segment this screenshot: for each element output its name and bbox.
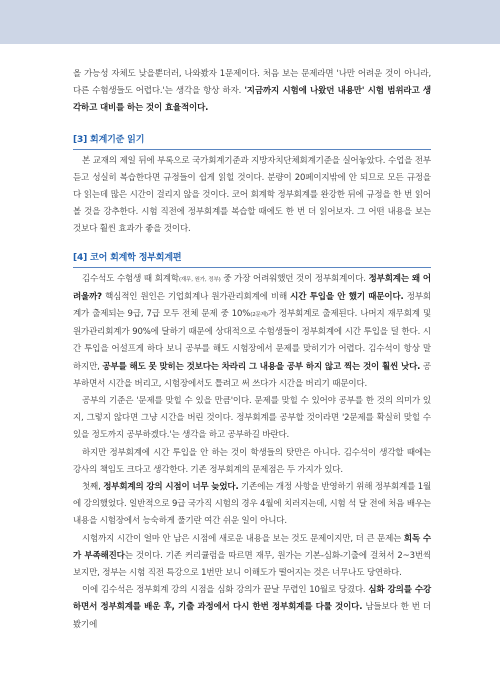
paragraph-new-schedule: 이에 김수석은 정부회계 강의 시점을 심화 강의가 끝날 무렵인 10월로 당겼다. 심화 강의를 수강하면서 정부회계를 배운 후, 기출 과정에서 다시 한번 정부회계를 다룰 것이다. 남들보다 한 번 더 봤기에 bbox=[73, 585, 432, 630]
paragraph-study-standard: 공부의 기준은 '문제를 맞힐 수 있을 만큼'이다. 문제를 맞힐 수 있어야 공부를 한 것의 의미가 있지, 그렇지 않다면 그냥 시간을 버린 것이다. 정부회계를 공부할 것이라면 '2문제를 확실히 맞힐 수 있을 정도까지 공부하겠다.'는 생각을 하고 공부하길 바란다. bbox=[73, 396, 431, 441]
page-body bbox=[73, 66, 431, 634]
paragraph-second-problem: 시험까지 시간이 얼마 안 남은 시점에 새로운 내용을 보는 것도 문제이지만, 더 큰 문제는 회독 수가 부족해진다는 것이다. 기존 커리큘럼을 따르면 재무, 원가는 기본-심화-기출에 걸쳐서 2~3번씩 보지만, 정부는 시험 직전 특강으로 1번만 보니 이해도가 떨어지는 것은 너무나도 당연하다. bbox=[73, 533, 431, 579]
section-heading-reading-standards: [3] 회계기준 읽기 bbox=[73, 133, 431, 150]
paragraph-first-problem: 첫째, 정부회계의 강의 시점이 너무 늦었다. 기존에는 개정 사항을 반영하기 위해 정부회계를 1월에 강의했었다. 일반적으로 9급 국가직 시험의 경우 4월에 치러지는데, 시험 석 달 전에 처음 배우는 내용을 시험장에서 능숙하게 풀기란 여간 쉬운 일이 아니다. bbox=[73, 482, 432, 527]
paragraph-instructor-blame: 하지만 정부회계에 시간 투입을 안 하는 것이 학생들의 탓만은 아니다. 김수석이 생각할 때에는 강사의 책임도 크다고 생각한다. 기존 정부회계의 문제점은 두 가지가 있다. bbox=[73, 447, 431, 475]
header-bar bbox=[0, 0, 500, 44]
paragraph-difficulty: 김수석도 수험생 때 회계학(재무, 원가, 정부) 중 가장 어려워했던 것이 정부회계이다. 정부회계는 왜 어려울까? 핵심적인 원인은 기업회계나 원가관리회계에 비해 시간 투입을 안 했기 때문이다. 정부회계가 출제되는 9급, 7급 모두 전체 문제 중 10%(2문제)가 정부회계로 출제된다. 나머지 재무회계 및 원가관리회계가 90%에 달하기 때문에 상대적으로 수험생들이 정부회계에 시간 투입을 덜 한다. 시간 투입을 어설프게 하다 보니 공부를 해도 시험장에서 문제를 맞히기가 어렵다. 김수석이 항상 말하지만, 공부를 해도 못 맞히는 것보다는 차라리 그 내용을 공부 하지 않고 찍는 것이 훨씬 낫다. 공부하면서 시간을 버리고, 시험장에서도 틀려고 써 쓰다가 시간을 버리기 때문이다. bbox=[73, 273, 432, 389]
paragraph-intro: 올 가능성 자체도 낮을뿐더러, 나와봤자 1문제이다. 처음 보는 문제라면 '나만 어려운 것이 아니라, 다른 수험생들도 어렵다.'는 생각을 항상 하자. '지금까지 시험에 나왔던 내용만' 시험 범위라고 생각하고 대비를 하는 것이 효율적이다. bbox=[73, 69, 431, 114]
paragraph-reading-standards: 본 교재의 제일 뒤에 부록으로 국가회계기준과 지방자치단체회계기준을 실어놓았다. 수업을 전부 듣고 성실히 복습한다면 규정들이 쉽게 읽힐 것이다. 분량이 20페이지밖에 안 되므로 모든 규정을 다 읽는데 많은 시간이 걸리지 않을 것이다. 코어 회계학 정부회계를 완강한 뒤에 규정을 한 번 읽어볼 것을 강추한다. 시험 직전에 정부회계를 복습할 때에도 한 번 더 읽어보자. 그 어떤 내용을 보는 것보다 훨씬 효과가 좋을 것이다. bbox=[73, 155, 431, 235]
section-heading-core-accounting: [4] 코어 회계학 정부회계편 bbox=[73, 251, 431, 268]
